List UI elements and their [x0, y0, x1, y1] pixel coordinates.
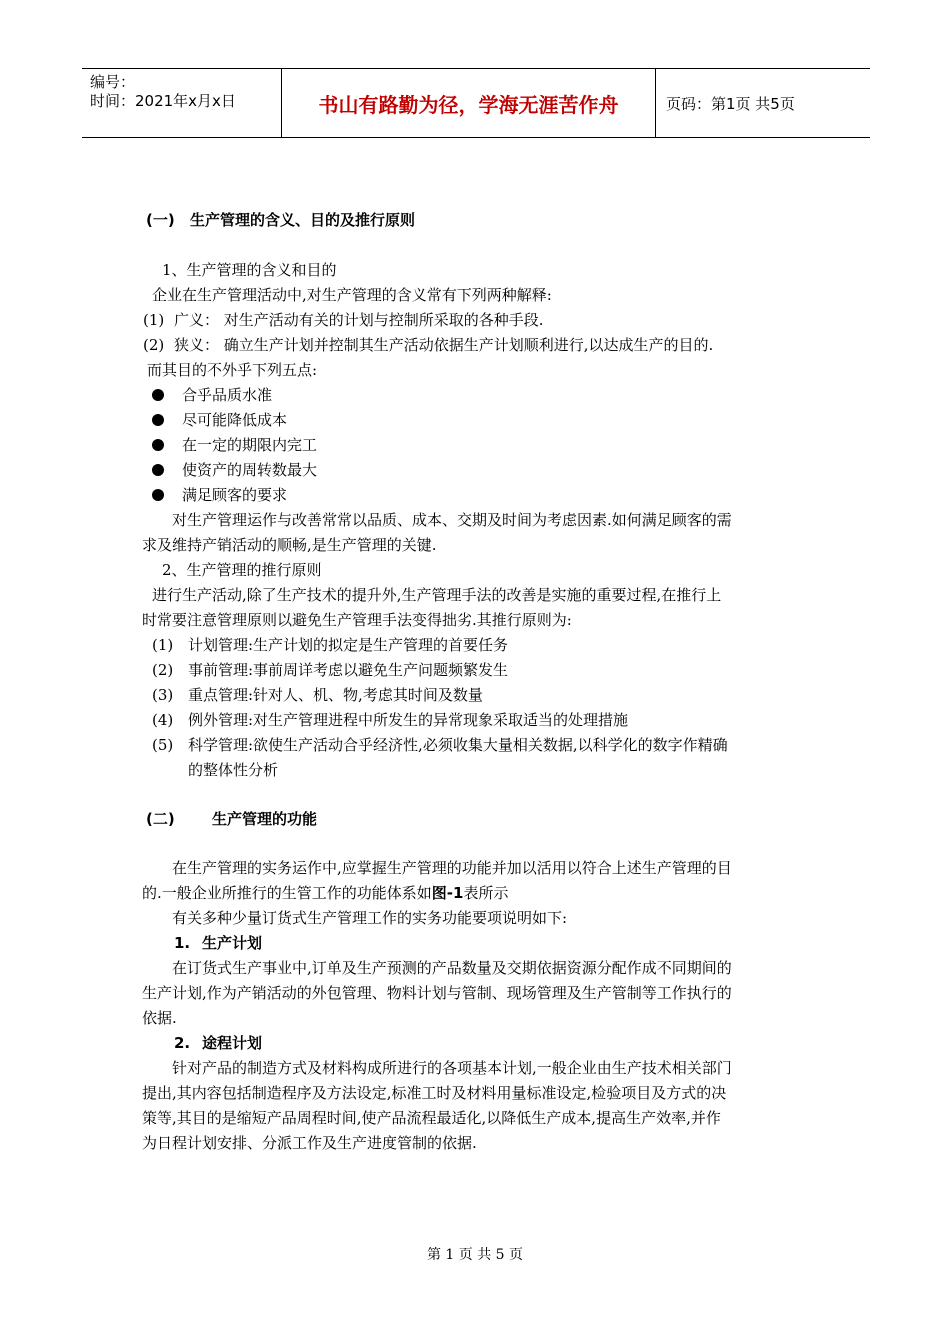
principle-number: (1) — [152, 636, 174, 654]
principle-text: 事前管理:事前周详考虑以避免生产问题频繁发生 — [188, 661, 509, 679]
def2-number: (2) — [143, 336, 165, 354]
paragraph-text: 表所示 — [463, 884, 509, 902]
bullet-icon — [152, 489, 164, 501]
paragraph-line: 在订货式生产事业中,订单及生产预测的产品数量及交期依据资源分配作成不同期间的 — [172, 959, 732, 977]
item1-title: 生产计划 — [202, 934, 263, 952]
paragraph-line: 策等,其目的是缩短产品周程时间,使产品流程最适化,以降低生产成本,提高生产效率,并作 — [142, 1109, 721, 1127]
bullet-icon — [152, 389, 164, 401]
bullet-icon — [152, 414, 164, 426]
principle-text: 科学管理:欲使生产活动合乎经济性,必须收集大量相关数据,以科学化的数字作精确 — [188, 736, 728, 754]
paragraph-line: 时常要注意管理原则以避免生产管理手法变得拙劣.其推行原则为: — [142, 611, 572, 629]
bullet-icon — [152, 464, 164, 476]
paragraph-line: 对生产管理运作与改善常常以品质、成本、交期及时间为考虑因素.如何满足顾客的需 — [172, 511, 732, 529]
paragraph-text: 的.一般企业所推行的生管工作的功能体系如 — [142, 884, 432, 902]
section2-title: 生产管理的功能 — [212, 810, 318, 828]
paragraph-line: 依据. — [142, 1009, 177, 1027]
goal-item: 合乎品质水准 — [182, 386, 273, 404]
paragraph-line — [142, 883, 508, 903]
page-header — [82, 68, 870, 138]
principle-text: 重点管理:针对人、机、物,考虑其时间及数量 — [188, 686, 483, 704]
intro-text: 企业在生产管理活动中,对生产管理的含义常有下列两种解释: — [152, 286, 552, 304]
principle-number: (4) — [152, 711, 174, 729]
goals-intro: 而其目的不外乎下列五点: — [147, 361, 318, 379]
header-meta — [82, 69, 282, 137]
principle-text-continued: 的整体性分析 — [188, 761, 279, 779]
paragraph-line: 有关多种少量订货式生产管理工作的实务功能要项说明如下: — [172, 909, 568, 927]
def2-text: 狭义： 确立生产计划并控制其生产活动依据生产计划顺利进行,以达成生产的目的. — [174, 336, 714, 354]
paragraph-line: 提出,其内容包括制造程序及方法设定,标准工时及材料用量标准设定,检验项目及方式的决 — [142, 1084, 727, 1102]
principle-text: 计划管理:生产计划的拟定是生产管理的首要任务 — [188, 636, 509, 654]
section1-title: 生产管理的含义、目的及推行原则 — [190, 211, 416, 229]
goal-item: 使资产的周转数最大 — [182, 461, 318, 479]
paragraph-line: 针对产品的制造方式及材料构成所进行的各项基本计划,一般企业由生产技术相关部门 — [172, 1059, 732, 1077]
section2-number: (二) — [146, 810, 175, 828]
paragraph-line: 在生产管理的实务运作中,应掌握生产管理的功能并加以活用以符合上述生产管理的目 — [172, 859, 732, 877]
goal-item: 尽可能降低成本 — [182, 411, 288, 429]
paragraph-line: 为日程计划安排、分派工作及生产进度管制的依据. — [142, 1134, 477, 1152]
principle-text: 例外管理:对生产管理进程中所发生的异常现象采取适当的处理措施 — [188, 711, 629, 729]
principle-number: (5) — [152, 736, 174, 754]
goal-item: 在一定的期限内完工 — [182, 436, 318, 454]
section1-number: (一) — [146, 211, 175, 229]
header-motto: 书山有路勤为径，学海无涯苦作舟 — [282, 69, 656, 137]
figure-reference: 图-1 — [431, 884, 464, 902]
subheading-2: 2、生产管理的推行原则 — [162, 561, 322, 579]
bullet-icon — [152, 439, 164, 451]
paragraph-line: 进行生产活动,除了生产技术的提升外,生产管理手法的改善是实施的重要过程,在推行上 — [152, 586, 722, 604]
principle-number: (3) — [152, 686, 174, 704]
item2-number: 2. — [174, 1034, 191, 1052]
paragraph-line: 求及维持产销活动的顺畅,是生产管理的关键. — [142, 536, 437, 554]
def1-number: (1) — [143, 311, 165, 329]
item2-title: 途程计划 — [202, 1034, 263, 1052]
item1-number: 1. — [174, 934, 191, 952]
header-page-label: 页码：第1页 共5页 — [666, 94, 795, 113]
def1-text: 广义： 对生产活动有关的计划与控制所采取的各种手段. — [174, 311, 544, 329]
page-footer: 第 1 页 共 5 页 — [426, 1247, 524, 1263]
time-label: 时间：2021年x月x日 — [90, 92, 236, 110]
code-label: 编号： — [90, 73, 136, 91]
subheading-1: 1、生产管理的含义和目的 — [162, 261, 337, 279]
paragraph-line: 生产计划,作为产销活动的外包管理、物料计划与管制、现场管理及生产管制等工作执行的 — [142, 984, 732, 1002]
principle-number: (2) — [152, 661, 174, 679]
goal-item: 满足顾客的要求 — [182, 486, 288, 504]
